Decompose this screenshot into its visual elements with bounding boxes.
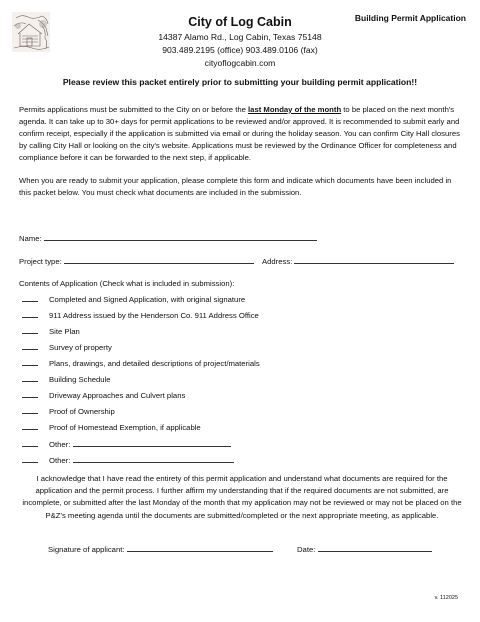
- check-blank[interactable]: [22, 439, 38, 447]
- check-blank[interactable]: [22, 294, 38, 302]
- checklist-item: [22, 406, 115, 418]
- checklist-item: [22, 358, 260, 370]
- check-blank[interactable]: [22, 374, 38, 382]
- item-label: Proof of Homestead Exemption, if applicable: [49, 423, 201, 432]
- city-name: City of Log Cabin: [188, 15, 292, 29]
- review-notice: Please review this packet entirely prior to submitting your building permit application!!: [62, 77, 418, 87]
- city-phones: 903.489.2195 (office) 903.489.0106 (fax): [162, 45, 318, 55]
- item-label: Building Schedule: [49, 375, 111, 384]
- project-type-field[interactable]: [64, 255, 254, 264]
- item-label: Plans, drawings, and detailed descriptions of project/materials: [49, 359, 260, 368]
- checklist-item: [22, 342, 112, 354]
- checklist-item: [22, 310, 259, 322]
- name-label: Name:: [19, 234, 42, 243]
- date-row: [297, 543, 432, 554]
- city-address: 14387 Alamo Rd., Log Cabin, Texas 75148: [158, 32, 322, 42]
- other-field[interactable]: [73, 454, 234, 463]
- project-type-row: [19, 255, 254, 268]
- item-label: Site Plan: [49, 327, 80, 336]
- check-blank[interactable]: [22, 455, 38, 463]
- address-label: Address:: [262, 257, 293, 266]
- other-field[interactable]: [73, 438, 231, 447]
- check-blank[interactable]: [22, 422, 38, 430]
- signature-label: Signature of applicant:: [48, 545, 125, 554]
- item-label: 911 Address issued by the Henderson Co. 911 Address Office: [49, 311, 259, 320]
- checklist-item: [22, 326, 80, 338]
- date-field[interactable]: [318, 543, 432, 552]
- checklist-item: [22, 390, 185, 402]
- check-blank[interactable]: [22, 406, 38, 414]
- check-blank[interactable]: [22, 310, 38, 318]
- item-label: Other:: [49, 456, 71, 465]
- name-field[interactable]: [44, 232, 317, 241]
- checklist-heading: Contents of Application (Check what is included in submission):: [19, 279, 235, 288]
- instructions-paragraph: When you are ready to submit your application, please complete this form and indicate which documents have been included in this packet below. You must check what documents are included in the submission.: [19, 176, 452, 197]
- form-title: Building Permit Application: [354, 13, 466, 23]
- deadline-emphasis: last Monday of the month: [248, 105, 342, 114]
- item-label: Completed and Signed Application, with original signature: [49, 295, 246, 304]
- check-blank[interactable]: [22, 390, 38, 398]
- checklist-item-other: [22, 454, 234, 467]
- signature-row: [48, 543, 273, 554]
- checklist-item: [22, 422, 201, 434]
- check-blank[interactable]: [22, 326, 38, 334]
- date-label: Date:: [297, 545, 316, 554]
- city-website: cityoflogcabin.com: [204, 58, 276, 68]
- intro-text-start: Permits applications must be submitted to the City on or before the: [19, 105, 249, 114]
- signature-field[interactable]: [127, 543, 273, 552]
- address-row: [262, 255, 454, 268]
- checklist-item-other: [22, 438, 231, 451]
- item-label: Driveway Approaches and Culvert plans: [49, 391, 186, 400]
- checklist-item: [22, 294, 245, 306]
- project-type-label: Project type:: [19, 257, 62, 266]
- acknowledgement-paragraph: I acknowledge that I have read the entirety of this permit application and understand what documents are required for the application and the permit process. I further affirm my understanding that if the required documents are not submitted, are incomplete, or submitted after the last Monday of the month that my application may not be reviewed or may not be placed on the P&Z's meeting agenda until the documents are submitted/completed or the next appropriate meeting, as applicable.: [22, 474, 462, 520]
- version-label: v. 112025: [434, 595, 458, 601]
- intro-paragraph: [19, 104, 465, 164]
- item-label: Other:: [49, 440, 71, 449]
- check-blank[interactable]: [22, 342, 38, 350]
- intro-text-rest: to be placed on the next month's agenda. It can take up to 30+ days for permit applications to be reviewed and/or approved. It is recommended to submit early and confirm receipt, especially if the application is submitted via email or during the holiday season. You can confirm City Hall closures by calling City Hall or looking on the city's website. Applications must be reviewed by the Ordinance Officer for completeness and compliance before it can be forwarded to the next step, if applicable.: [19, 105, 460, 162]
- item-label: Proof of Ownership: [49, 407, 115, 416]
- checklist-item: [22, 374, 111, 386]
- address-field[interactable]: [294, 255, 454, 264]
- item-label: Survey of property: [49, 343, 112, 352]
- name-field-row: [19, 232, 317, 245]
- check-blank[interactable]: [22, 358, 38, 366]
